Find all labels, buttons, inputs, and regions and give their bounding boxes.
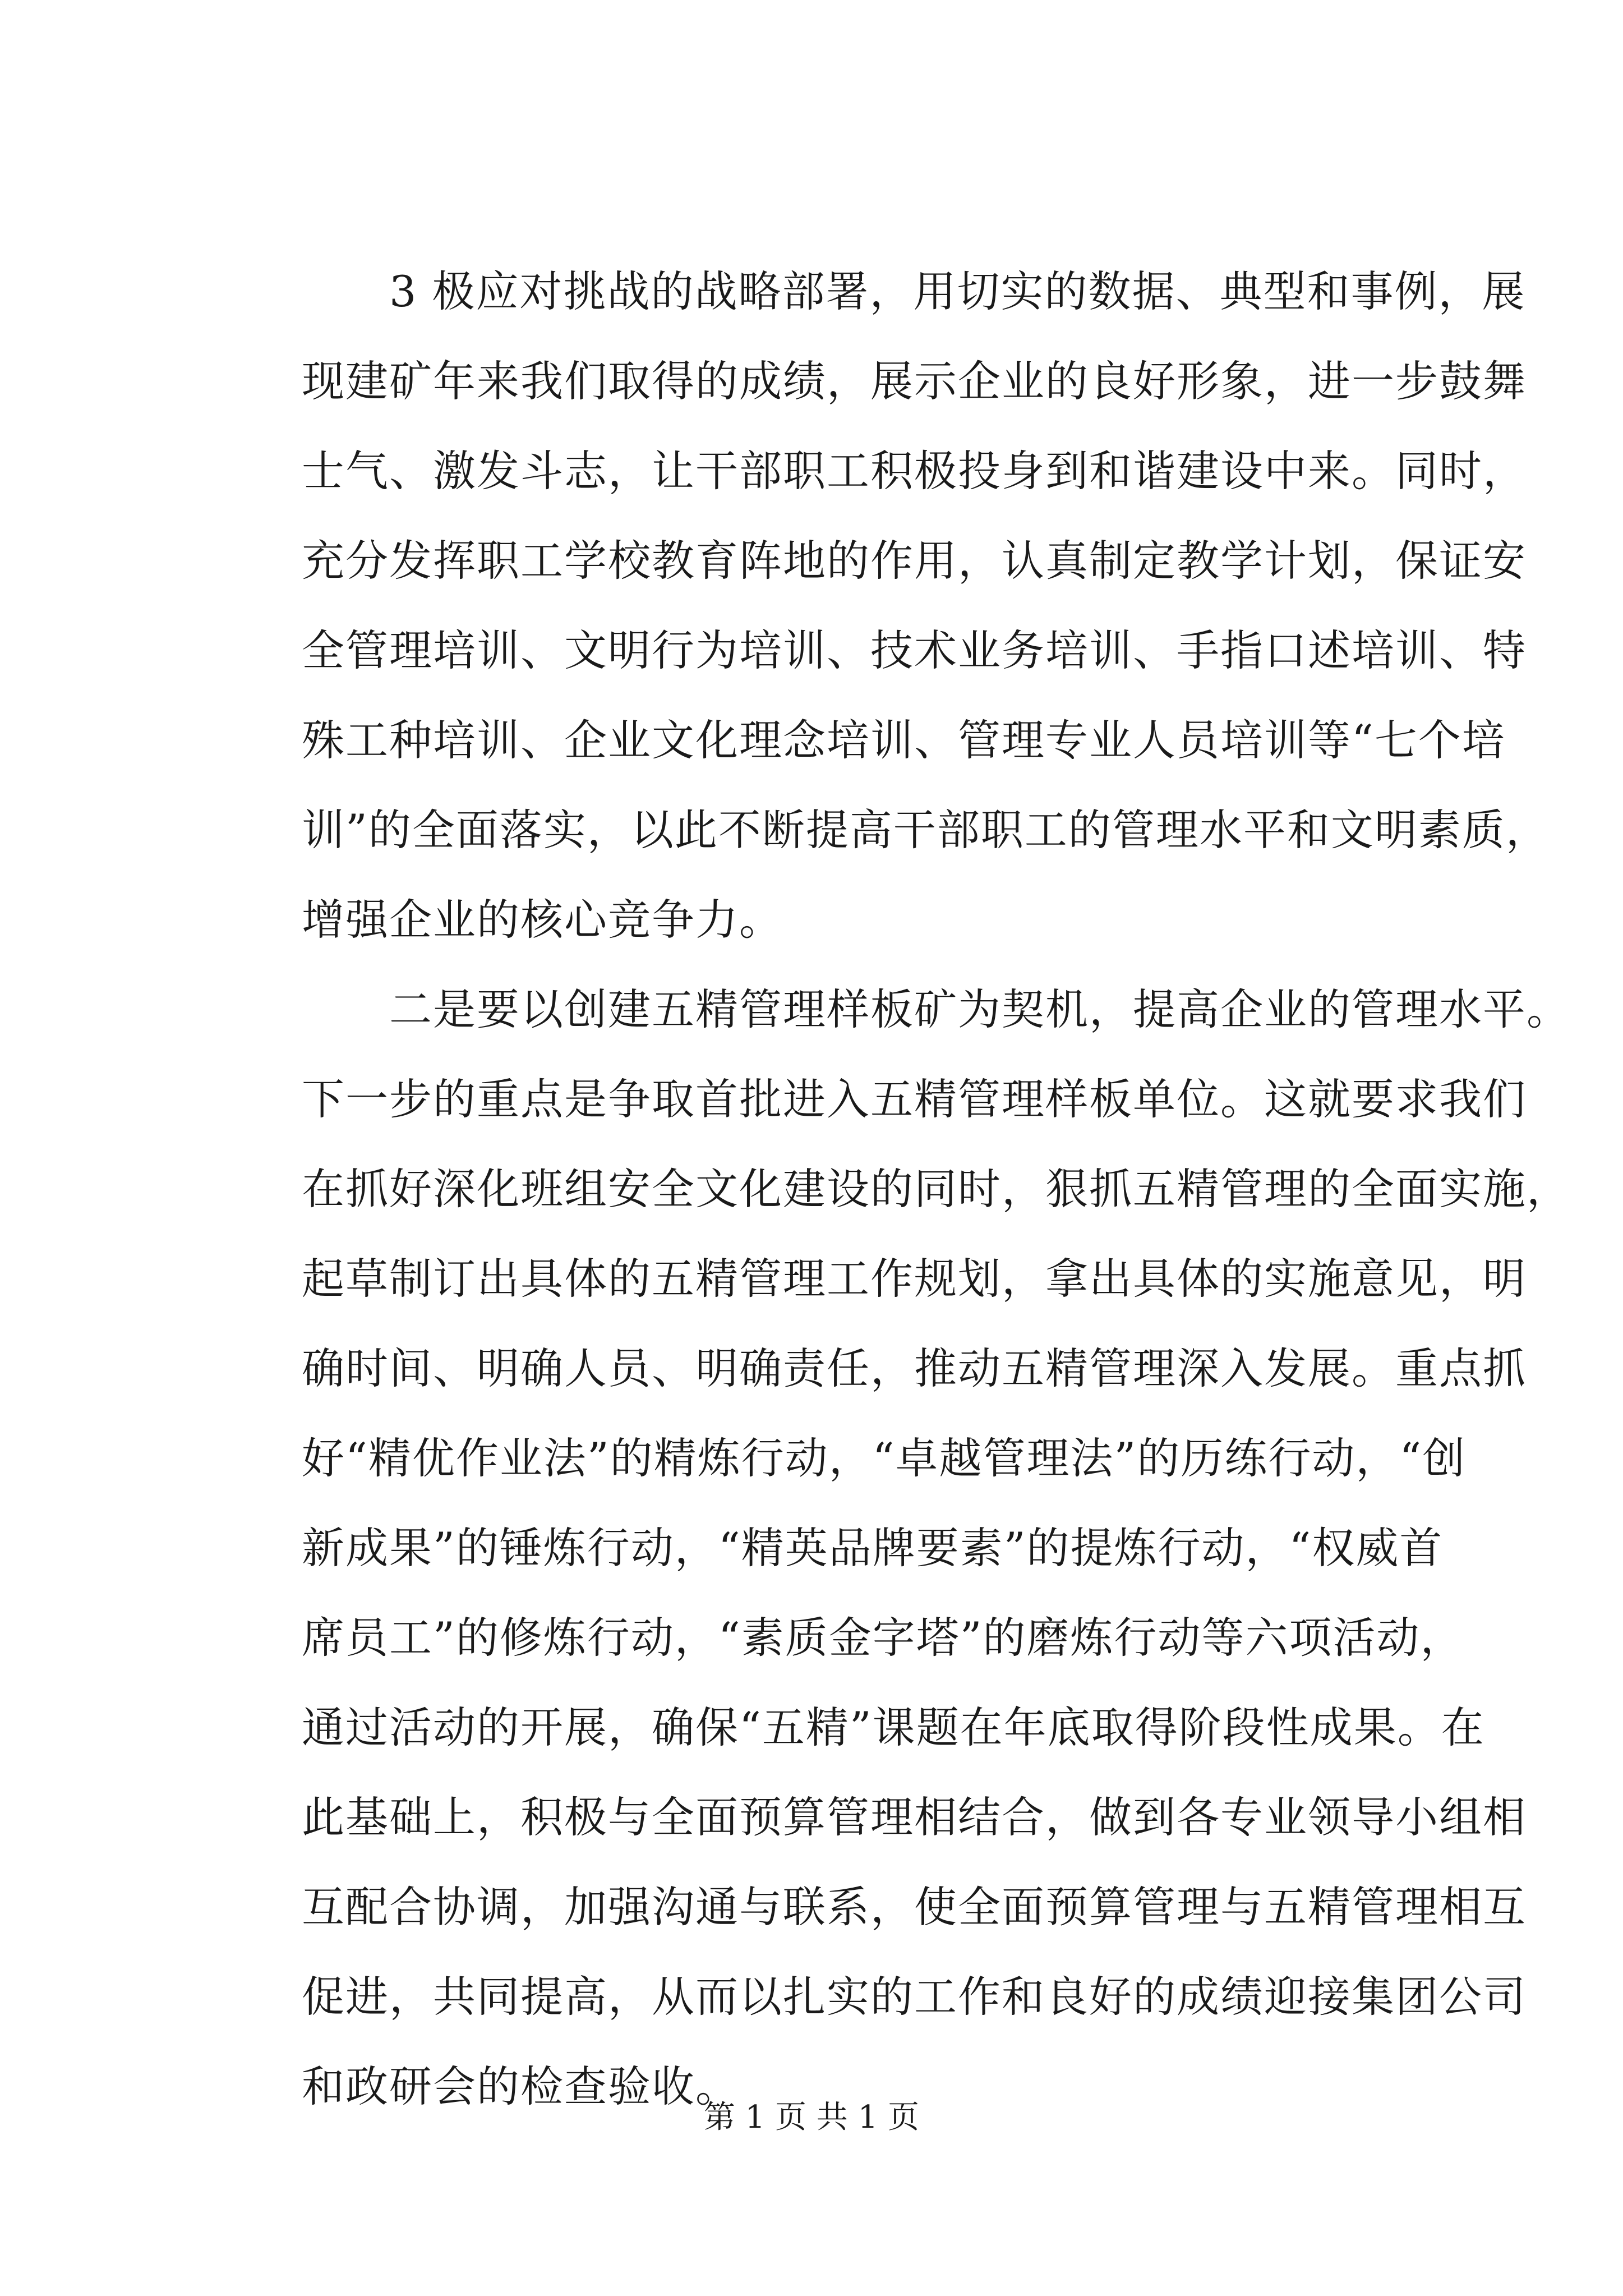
text-line: 好“精优作业法”的精炼行动，“卓越管理法”的历练行动，“创	[302, 1433, 1467, 1483]
text-line: 下一步的重点是争取首批进入五精管理样板单位。这就要求我们	[302, 1074, 1527, 1124]
text-line: 训”的全面落实，以此不断提高干部职工的管理水平和文明素质，	[302, 805, 1550, 855]
text-line: 互配合协调，加强沟通与联系，使全面预算管理与五精管理相互	[302, 1882, 1527, 1932]
text-line: 全管理培训、文明行为培训、技术业务培训、手指口述培训、特	[302, 625, 1527, 675]
text-line: 席员工”的修炼行动，“素质金字塔”的磨炼行动等六项活动，	[302, 1613, 1464, 1663]
text-line: 起草制订出具体的五精管理工作规划，拿出具体的实施意见，明	[302, 1254, 1527, 1304]
paragraph-1	[302, 247, 1550, 965]
text-line: 二是要以创建五精管理样板矿为契机，提高企业的管理水平。	[389, 984, 1570, 1034]
text-line: 新成果”的锤炼行动，“精英品牌要素”的提炼行动，“权威首	[302, 1523, 1444, 1573]
page-footer: 第 1 页 共 1 页	[703, 2099, 920, 2136]
text-line: 在抓好深化班组安全文化建设的同时，狠抓五精管理的全面实施，	[302, 1164, 1570, 1214]
text-line: 增强企业的核心竞争力。	[302, 895, 783, 945]
text-line: 通过活动的开展，确保“五精”课题在年底取得阶段性成果。在	[302, 1703, 1485, 1752]
text-line: 确时间、明确人员、明确责任，推动五精管理深入发展。重点抓	[302, 1343, 1527, 1393]
text-line: 殊工种培训、企业文化理念培训、管理专业人员培训等“七个培	[302, 715, 1506, 765]
text-line: 士气、激发斗志，让干部职工积极投身到和谐建设中来。同时，	[302, 446, 1527, 496]
text-line: 3 极应对挑战的战略部署，用切实的数据、典型和事例，展	[389, 266, 1526, 316]
text-line: 促进，共同提高，从而以扎实的工作和良好的成绩迎接集团公司	[302, 1972, 1527, 2022]
text-line: 此基础上，积极与全面预算管理相结合，做到各专业领导小组相	[302, 1792, 1527, 1842]
text-line: 充分发挥职工学校教育阵地的作用，认真制定教学计划，保证安	[302, 536, 1527, 586]
document-body	[302, 247, 1570, 2132]
paragraph-2	[302, 965, 1570, 2132]
text-line: 现建矿年来我们取得的成绩，展示企业的良好形象，进一步鼓舞	[302, 356, 1527, 406]
text-line: 和政研会的检查验收。	[302, 2062, 739, 2111]
